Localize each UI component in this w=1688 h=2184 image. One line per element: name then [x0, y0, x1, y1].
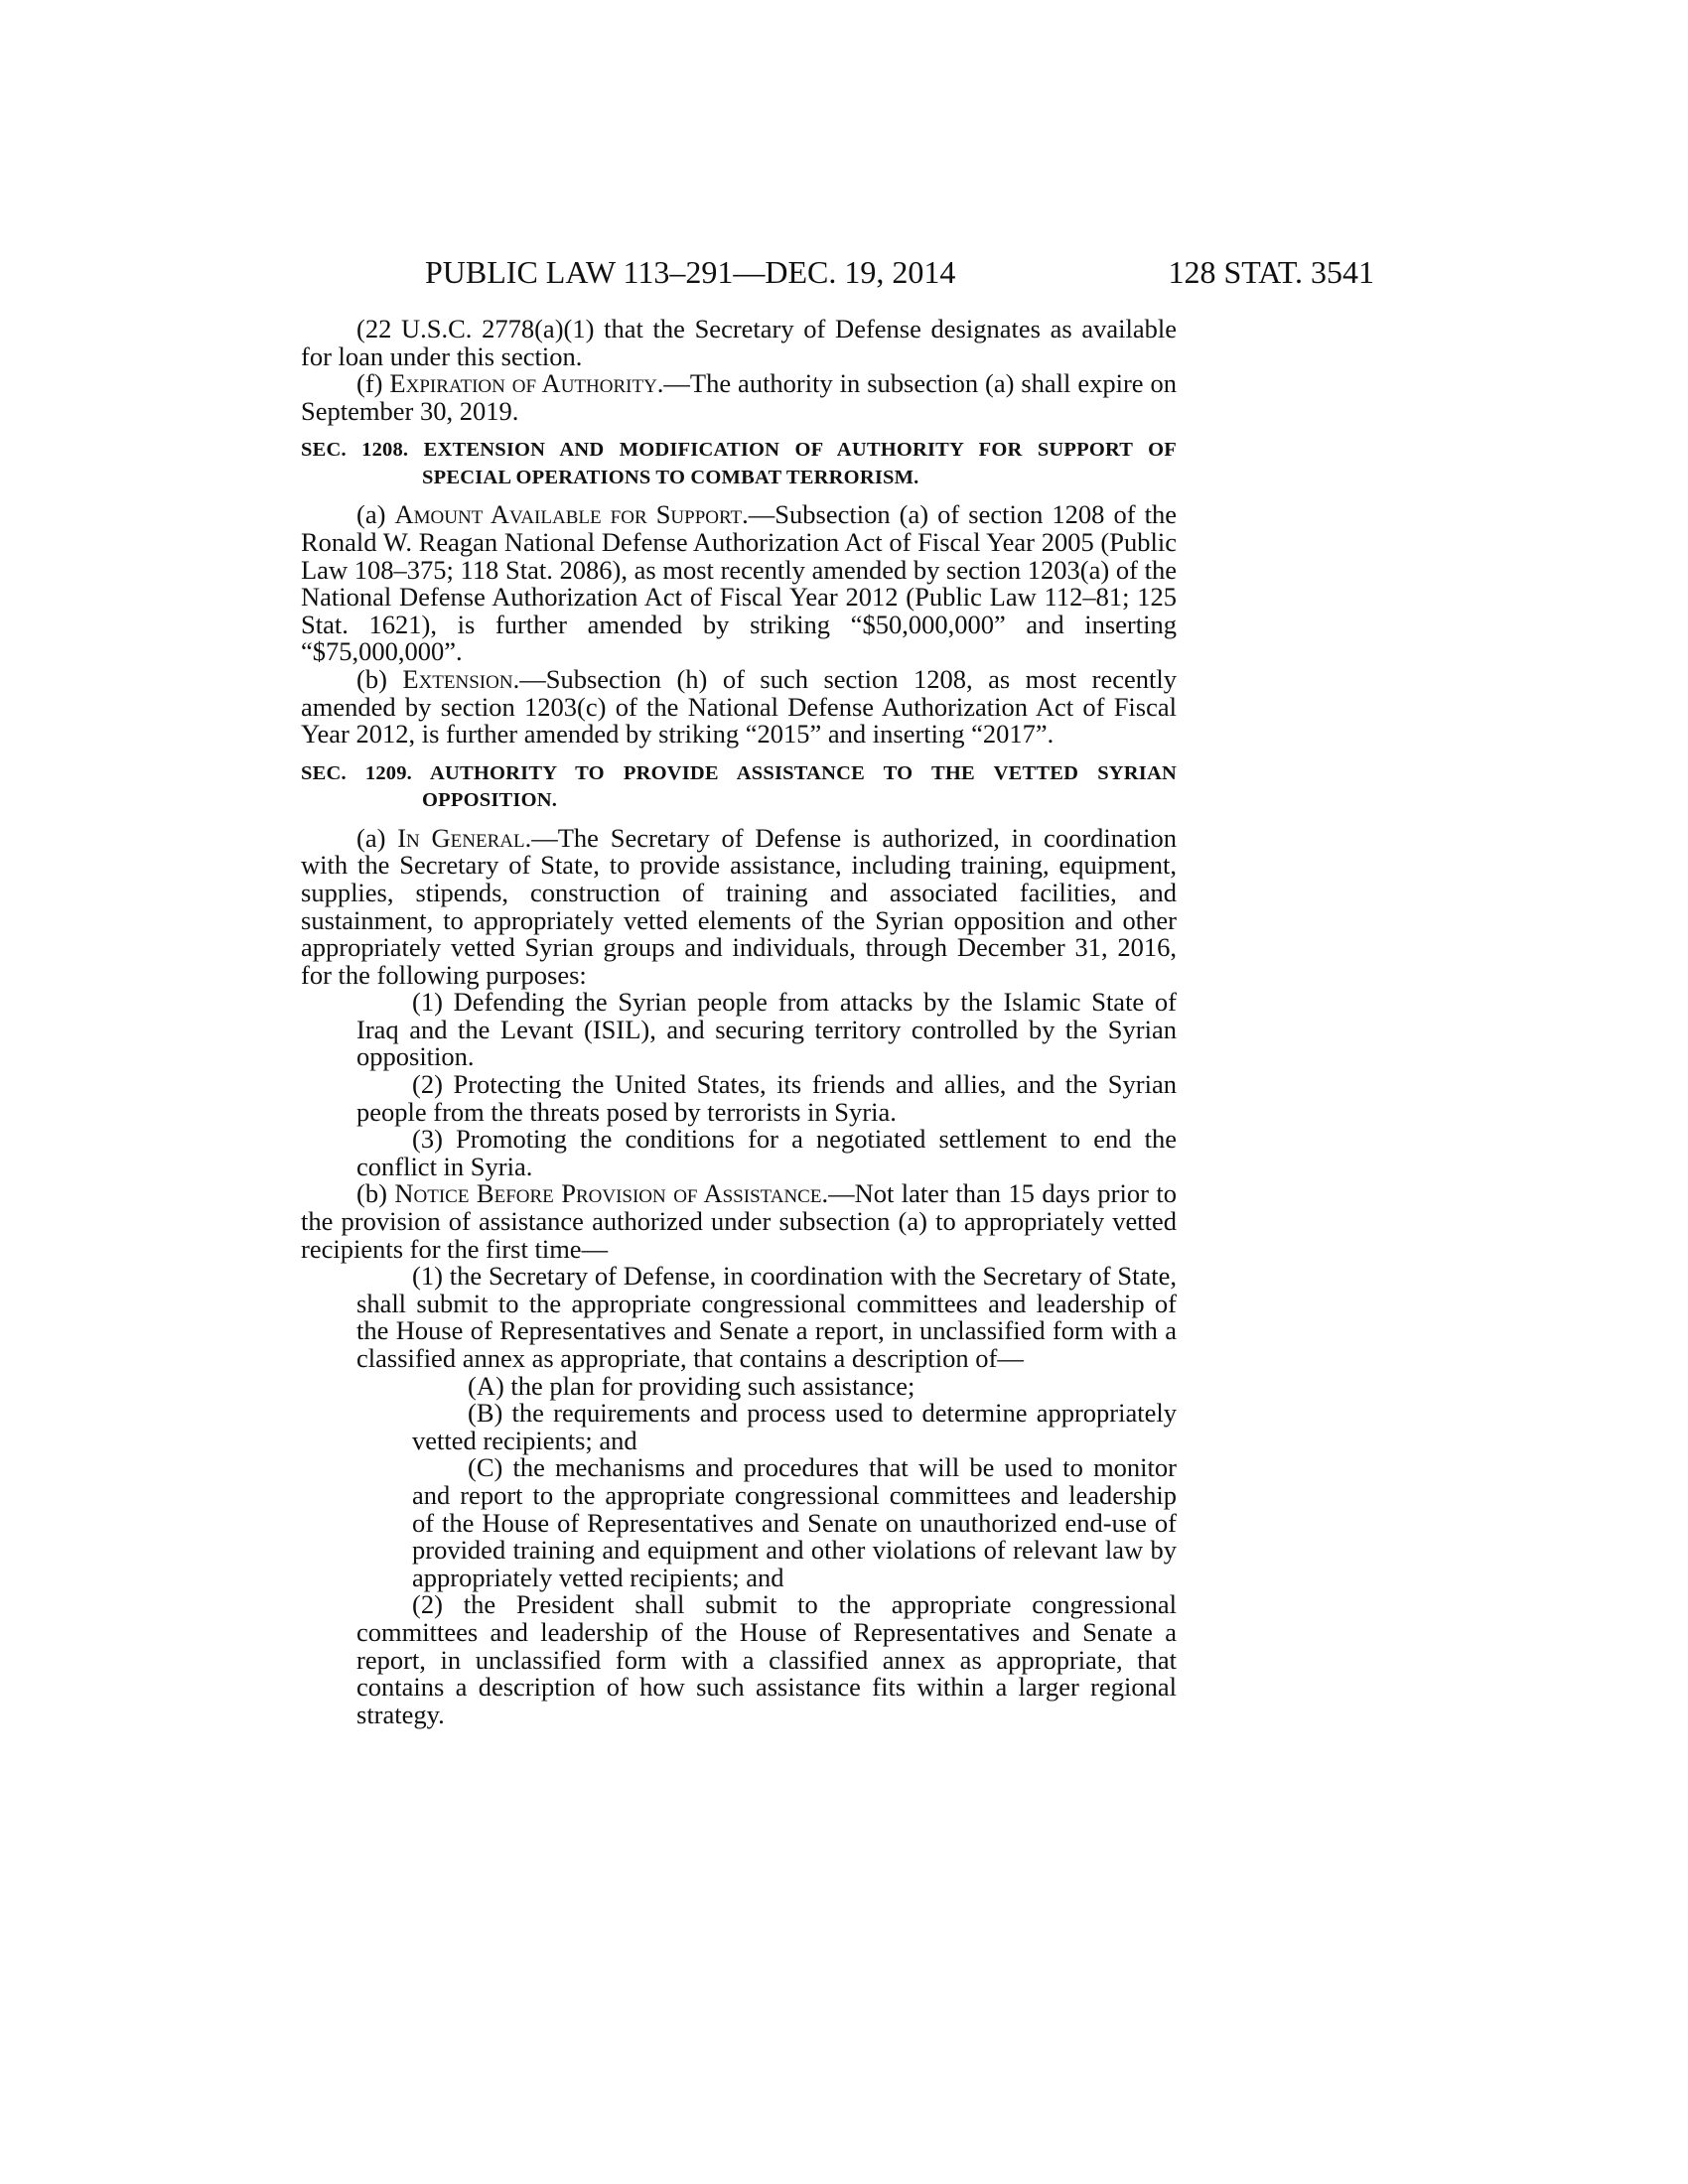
section-1209-b-text: —Not later than 15 days prior to the provision of assistance authorized under subsection (a) to appropriately vetted recipients for the first time—	[301, 1178, 1178, 1264]
section-1209-b-paragraph-1: (1) the Secretary of Defense, in coordination with the Secretary of State, shall submit to the appropriate congressional committees and leadership of the House of Representatives and Senate a report, in unclassified form with a classified annex as appropriate, that contains a description of—	[356, 1261, 1177, 1373]
section-1209-b-lead: (b)	[356, 1178, 395, 1209]
section-1209-a-paragraph-1: (1) Defending the Syrian people from attacks by the Islamic State of Iraq and the Levant (ISIL), and securing territory controlled by the Syrian opposition.	[356, 987, 1177, 1072]
section-1209-b-1-subparagraph-c: (C) the mechanisms and procedures that will be used to monitor and report to the appropriate congressional committees and leadership of the House of Representatives and Senate on unauthorized end-use of provided training and equipment and other violations of relevant law by appropriately vetted recipients; and	[412, 1452, 1177, 1592]
section-1209-a-lead: (a)	[356, 822, 398, 853]
section-1209-a-paragraph-2: (2) Protecting the United States, its friends and allies, and the Syrian people from the threats posed by terrorists in Syria.	[356, 1069, 1177, 1127]
section-1208-b-heading: Extension.	[402, 663, 520, 694]
section-1208-b-text: —Subsection (h) of such section 1208, as most recently amended by section 1203(c) of the National Defense Authorization Act of Fiscal Year 2012, is further amended by striking “2015” and inserting “2017”.	[301, 663, 1178, 750]
running-header	[425, 252, 1374, 292]
section-1208-a-text: —Subsection (a) of section 1208 of the Ronald W. Reagan National Defense Authorization Act of Fiscal Year 2005 (Public Law 108–375; 118 Stat. 2086), as most recently amended by section 1203(a) of the National Defense Authorization Act of Fiscal Year 2012 (Public Law 112–81; 125 Stat. 1621), is further amended by striking “$50,000,000” and inserting “$75,000,000”.	[301, 499, 1178, 667]
paragraph-continued: (22 U.S.C. 2778(a)(1) that the Secretary of Defense designates as available for loan under this section.	[301, 314, 1177, 371]
section-1209-subsection-b	[301, 1180, 1177, 1263]
section-1209-a-text: —The Secretary of Defense is authorized, in coordination with the Secretary of State, to provide assistance, including training, equipment, supplies, stipends, construction of training and associated facilities, and sustainment, to appropriately vetted elements of the Syrian opposition and other appropriately vetted Syrian groups and individuals, through December 31, 2016, for the following purposes:	[301, 822, 1177, 990]
section-1209-number: SEC. 1209.	[301, 761, 413, 784]
subsection-f-lead: (f)	[356, 368, 390, 399]
section-1208-b-lead: (b)	[356, 663, 403, 694]
section-1208-subsection-a	[301, 501, 1177, 666]
header-title: PUBLIC LAW 113–291—DEC. 19, 2014	[425, 254, 956, 290]
subsection-f-text: —The authority in subsection (a) shall expire on September 30, 2019.	[301, 368, 1177, 426]
section-1209-b-1-subparagraph-b: (B) the requirements and process used to determine appropriately vetted recipients; and	[412, 1398, 1177, 1455]
section-1209-a-heading: In General.	[397, 822, 532, 853]
section-1209-heading	[301, 760, 1177, 815]
section-1209-b-paragraph-2: (2) the President shall submit to the appropriate congressional committees and leadership of the House of Representatives and Senate a report, in unclassified form with a classified annex as appropriate, that contains a description of how such assistance fits within a larger regional strategy.	[356, 1589, 1177, 1729]
document-body	[301, 316, 1177, 1728]
header-page-number: 128 STAT. 3541	[1168, 254, 1374, 290]
section-1208-subsection-b	[301, 663, 1178, 750]
section-1208-heading	[301, 437, 1177, 491]
subsection-f	[301, 370, 1177, 425]
section-1208-a-lead: (a)	[356, 499, 395, 530]
section-1209-b-1-subparagraph-a: (A) the plan for providing such assistance;	[468, 1370, 915, 1401]
section-1208-title: EXTENSION AND MODIFICATION OF AUTHORITY FOR SUPPORT OF SPECIAL OPERATIONS TO COMBAT TERRORISM.	[422, 439, 1177, 488]
section-1209-title: AUTHORITY TO PROVIDE ASSISTANCE TO THE VETTED SYRIAN OPPOSITION.	[422, 761, 1177, 812]
section-1209-b-heading: Notice Before Provision of Assistance.	[394, 1178, 829, 1209]
section-1209-a-paragraph-3: (3) Promoting the conditions for a negotiated settlement to end the conflict in Syria.	[356, 1124, 1177, 1181]
section-1208-number: SEC. 1208.	[301, 439, 409, 462]
subsection-f-heading: Expiration of Authority.	[389, 368, 664, 399]
section-1208-a-heading: Amount Available for Support.	[394, 499, 749, 530]
section-1209-subsection-a	[301, 822, 1177, 990]
